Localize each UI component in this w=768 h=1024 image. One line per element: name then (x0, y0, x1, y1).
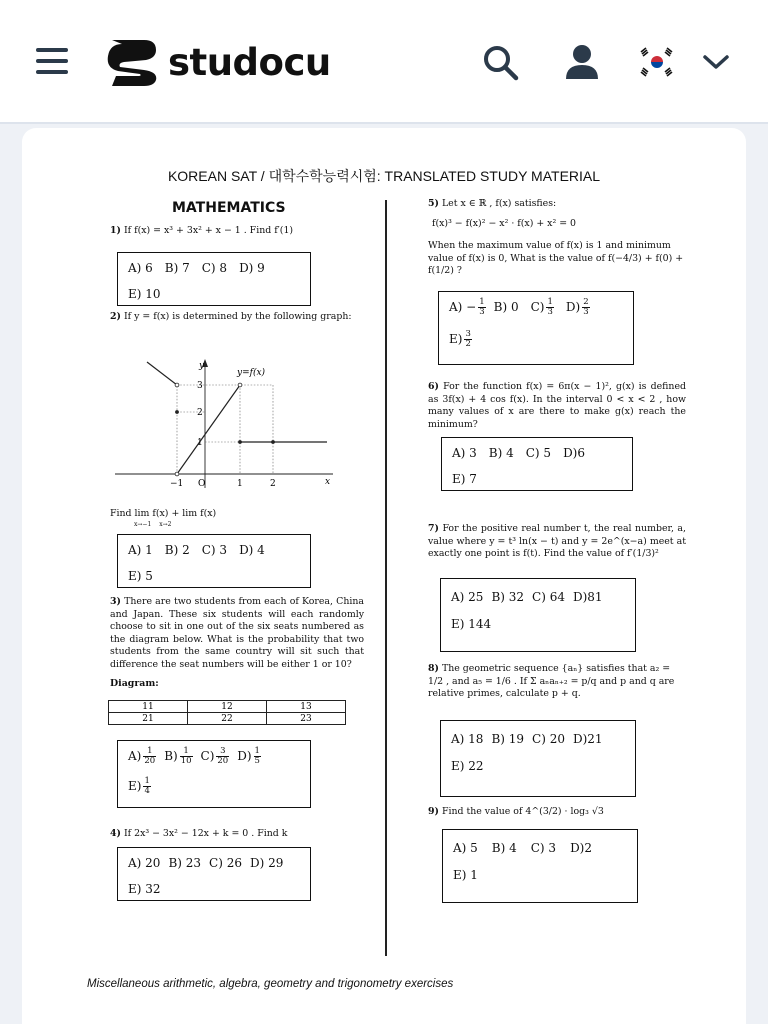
seat-cell: 13 (267, 701, 346, 713)
document-page (22, 128, 746, 1024)
question-number: 2) (110, 311, 121, 322)
answer-row (449, 327, 633, 359)
answer-box-4 (117, 847, 311, 901)
option-a[interactable]: A) 25 (451, 590, 484, 604)
option-c[interactable]: C) 64 (532, 590, 565, 604)
question-text: Find the value of 4^(3/2) · log₃ √3 (441, 806, 604, 817)
question-5-body: When the maximum value of f(x) is 1 and minimum value of f(x) is 0, What is the value of f(−4/3) + f(0) + f(1/2) ? (428, 240, 684, 276)
option-a[interactable]: A) 20 (128, 856, 161, 870)
x-tick-label: 1 (237, 479, 243, 489)
option-e[interactable]: E) 32 (128, 882, 161, 896)
option-d[interactable]: D) 9 (239, 261, 265, 275)
option-c[interactable]: C) 8 (201, 261, 228, 275)
option-d[interactable]: D)6 (563, 446, 585, 460)
document-footer-note: Miscellaneous arithmetic, algebra, geometry and trigonometry exercises (87, 978, 454, 990)
menu-icon[interactable] (36, 48, 68, 74)
answer-row (128, 564, 310, 590)
question-text: If y = f(x) is determined by the following graph: (123, 311, 352, 322)
graph-segment-middle (177, 385, 240, 474)
seat-cell: 11 (109, 701, 188, 713)
logo-text: studocu (168, 40, 331, 84)
option-b[interactable]: B) 4 (491, 841, 517, 855)
top-bar (0, 0, 768, 124)
option-d[interactable]: D)21 (572, 732, 603, 746)
question-9 (428, 806, 688, 819)
option-c[interactable]: C) $\frac{1}{3}$ (530, 297, 553, 317)
option-a[interactable]: A) 1 (128, 543, 153, 557)
document-title: KOREAN SAT / 대학수학능력시험: TRANSLATED STUDY MATERIAL (167, 168, 601, 184)
open-point (175, 472, 179, 476)
find-text: Find lim f(x) + lim f(x) (110, 508, 217, 519)
seat-cell: 23 (267, 713, 346, 725)
seat-cell: 12 (188, 701, 267, 713)
option-a[interactable]: A) − $\frac{1}{3}$ (449, 297, 485, 317)
answer-box-9 (442, 829, 638, 903)
answer-row (128, 744, 310, 774)
function-label: y=f(x) (237, 368, 266, 378)
open-point (175, 383, 179, 387)
answer-box-7 (440, 578, 636, 652)
question-text: For the positive real number t, the real number, a, value where y = t³ ln(x − t) and y = 2e^(x−a) meet at exactly one point is f(t). Find the value of f′(1/3)² (428, 523, 686, 559)
question-2-find (110, 508, 370, 528)
question-number: 4) (110, 828, 121, 839)
option-c[interactable]: C) 3 (201, 543, 228, 557)
option-c[interactable]: C) 5 (525, 446, 552, 460)
answer-box-8 (440, 720, 636, 797)
answer-row (128, 256, 310, 282)
answer-row (451, 754, 635, 780)
question-4 (110, 828, 370, 841)
graph-segment-left (147, 362, 177, 385)
question-text: If 2x³ − 3x² − 12x + k = 0 . Find k (123, 828, 288, 839)
question-number: 6) (428, 381, 439, 392)
option-c[interactable]: C) 20 (532, 732, 565, 746)
option-b[interactable]: B) $\frac{1}{10}$ (164, 746, 192, 766)
answer-row (128, 851, 310, 877)
question-number: 5) (428, 198, 439, 209)
question-6 (428, 381, 686, 431)
option-e[interactable]: E) 7 (452, 472, 477, 486)
option-c[interactable]: C) 3 (530, 841, 557, 855)
option-d[interactable]: D)2 (570, 841, 592, 855)
option-e[interactable]: E) 22 (451, 759, 484, 773)
answer-row (452, 467, 632, 493)
answer-row (453, 833, 637, 863)
option-c[interactable]: C) $\frac{3}{20}$ (200, 746, 229, 766)
question-number: 9) (428, 806, 439, 817)
diagram-label: Diagram: (110, 678, 159, 689)
option-a[interactable]: A) 6 (128, 261, 153, 275)
y-tick-label: 3 (197, 381, 203, 391)
limit-subscripts (134, 521, 370, 528)
answer-row (128, 877, 310, 903)
answer-box-2 (117, 534, 311, 588)
limit-sub-2: x→2 (159, 520, 172, 528)
question-text: For the function f(x) = 6π(x − 1)², g(x) is defined as 3f(x) + 4 cos f(x). In the interval 0 < x < 2 , how many values of x are there to make g(x) reach the minimum? (428, 381, 686, 430)
option-c[interactable]: C) 26 (209, 856, 242, 870)
option-e[interactable]: E) $\frac{1}{4}$ (128, 776, 150, 796)
x-tick-label: −1 (170, 479, 184, 489)
option-b[interactable]: B) 0 (493, 300, 519, 314)
answer-row (128, 282, 310, 308)
option-a[interactable]: A) 5 (453, 841, 478, 855)
answer-row (453, 863, 637, 889)
y-tick-label: 2 (197, 408, 203, 418)
y-axis-label: y (199, 361, 205, 371)
seat-cell: 22 (188, 713, 267, 725)
filled-point (238, 440, 242, 444)
option-b[interactable]: B) 4 (488, 446, 514, 460)
option-e[interactable]: E) $\frac{3}{2}$ (449, 329, 471, 349)
function-graph (115, 356, 337, 490)
question-text: Let x ∈ ℝ , f(x) satisfies: (441, 198, 557, 209)
answer-row (451, 582, 635, 612)
search-icon[interactable] (482, 44, 520, 82)
seat-row (109, 701, 346, 713)
origin-label: O (198, 479, 206, 489)
question-3 (110, 596, 364, 671)
option-d[interactable]: D) $\frac{1}{5}$ (237, 746, 260, 766)
option-a[interactable]: A) 3 (452, 446, 477, 460)
user-icon[interactable] (564, 44, 600, 80)
seat-row (109, 713, 346, 725)
chevron-down-icon[interactable] (702, 54, 730, 70)
option-d[interactable]: D) 4 (239, 543, 265, 557)
filled-point (271, 440, 275, 444)
seat-cell: 21 (109, 713, 188, 725)
option-a[interactable]: A) $\frac{1}{20}$ (128, 746, 156, 766)
x-axis-label: x (325, 477, 331, 487)
option-b[interactable]: B) 2 (164, 543, 190, 557)
answer-row (451, 724, 635, 754)
question-8 (428, 663, 688, 701)
question-5-equation: f(x)³ − f(x)² − x² · f(x) + x² = 0 (432, 218, 576, 229)
option-e[interactable]: E) 10 (128, 287, 161, 301)
guide-lines (177, 385, 273, 474)
question-text: If f(x) = x³ + 3x² + x − 1 . Find f′(1) (123, 225, 294, 236)
studocu-logo-icon (104, 36, 160, 88)
option-b[interactable]: B) 7 (164, 261, 190, 275)
option-b[interactable]: B) 19 (491, 732, 525, 746)
question-7 (428, 523, 686, 561)
option-e[interactable]: E) 1 (453, 868, 478, 882)
limit-sub-1: x→−1 (134, 520, 152, 528)
option-d[interactable]: D)81 (572, 590, 603, 604)
option-d[interactable]: D) $\frac{2}{3}$ (565, 297, 589, 317)
y-tick-label: 1 (197, 438, 203, 448)
answer-row (452, 441, 632, 467)
question-2 (110, 311, 370, 324)
answer-row (128, 774, 310, 804)
studocu-logo[interactable] (104, 36, 331, 88)
question-number: 7) (428, 523, 439, 534)
open-point (238, 383, 242, 387)
question-5 (428, 198, 688, 211)
option-a[interactable]: A) 18 (451, 732, 484, 746)
question-text: The geometric sequence {aₙ} satisfies that a₂ = 1/2 , and a₅ = 1/6 . If Σ aₙaₙ₊₂ = p/q and p and q are relative primes, calculate p + q. (428, 663, 675, 699)
question-number: 3) (110, 596, 121, 607)
question-number: 1) (110, 225, 121, 236)
seat-diagram (108, 700, 346, 725)
answer-row (449, 295, 633, 327)
option-b[interactable]: B) 23 (168, 856, 202, 870)
question-1 (110, 225, 370, 238)
answer-box-1 (117, 252, 311, 306)
korea-flag-icon[interactable] (638, 46, 676, 78)
question-number: 8) (428, 663, 439, 674)
question-text: There are two students from each of Korea, China and Japan. These six students will each randomly choose to sit in one out of the six seats numbered as the diagram below. What is the probability that two students from the same country will sit such that difference the seat numbers will be either 1 or 10? (110, 596, 365, 670)
filled-point (175, 410, 179, 414)
answer-box-5 (438, 291, 634, 365)
column-divider (385, 200, 387, 956)
option-b[interactable]: B) 32 (491, 590, 525, 604)
option-e[interactable]: E) 144 (451, 617, 492, 631)
section-title: MATHEMATICS (172, 200, 286, 216)
answer-box-6 (441, 437, 633, 491)
answer-row (128, 538, 310, 564)
option-e[interactable]: E) 5 (128, 569, 153, 583)
answer-row (451, 612, 635, 638)
answer-box-3 (117, 740, 311, 808)
x-tick-label: 2 (270, 479, 276, 489)
option-d[interactable]: D) 29 (249, 856, 284, 870)
